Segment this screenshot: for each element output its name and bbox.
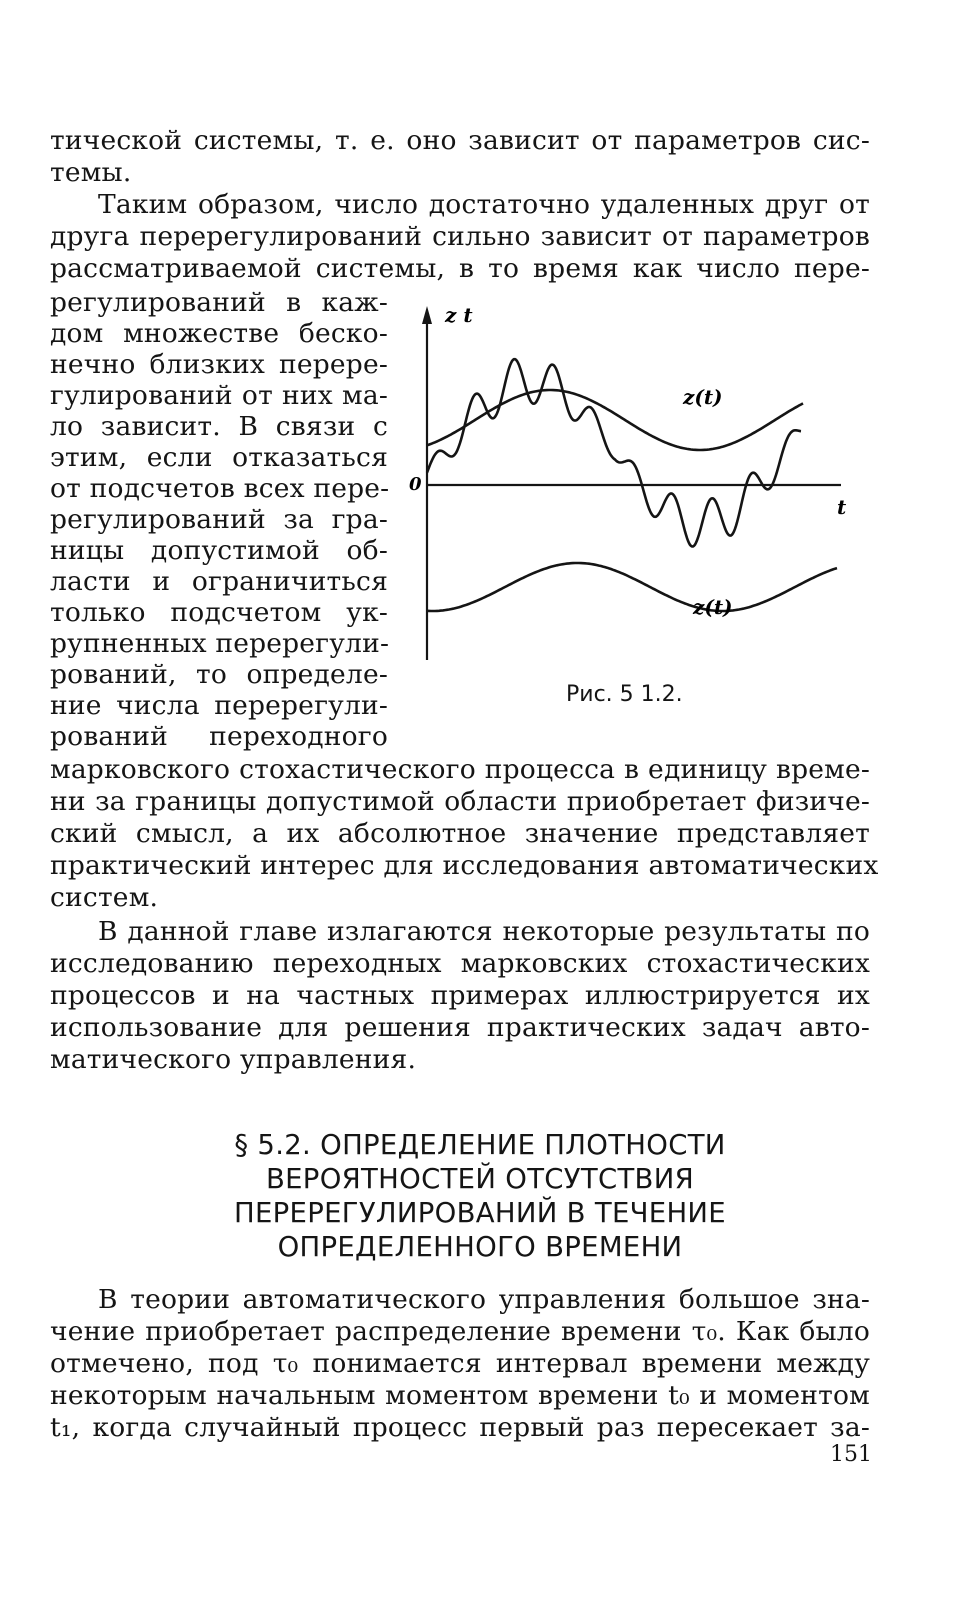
para3-line: матического управления. [50, 1044, 417, 1075]
para4-line: В теории автоматического управления большое зна- [98, 1284, 870, 1315]
wrap-line: регулирований за гра- [50, 504, 388, 535]
para4-line: отмечено, под τ₀ понимается интервал времени между [50, 1348, 870, 1379]
wrap-line: регулирований в каж- [50, 287, 388, 318]
figure-overshoot-plot [405, 292, 865, 672]
section-heading-line: § 5.2. ОПРЕДЕЛЕНИЕ ПЛОТНОСТИ [234, 1129, 726, 1161]
para3-line: исследованию переходных марковских стохастических [50, 948, 870, 979]
wrap-line: ласти и ограничиться [50, 566, 388, 597]
wrap-line: рупненных перерегули- [50, 628, 390, 659]
wrap-line: от подсчетов всех пере- [50, 473, 390, 504]
wrap-line: этим, если отказаться [50, 442, 388, 473]
para2-tail-line: практический интерес для исследования автоматических [50, 850, 879, 881]
upper-curve-label: z(t) [683, 385, 723, 409]
para3-line: В данной главе излагаются некоторые результаты по [98, 916, 870, 947]
wrap-line: рований, то определе- [50, 659, 388, 690]
para2-tail-line: марковского стохастического процесса в единицу време- [50, 754, 870, 785]
wrap-line: ницы допустимой об- [50, 535, 388, 566]
wrap-line: дом множестве беско- [50, 318, 388, 349]
para3-line: процессов и на частных примерах иллюстрируется их [50, 980, 870, 1011]
para2-line-2: друга перерегулирований сильно зависит от параметров [50, 221, 870, 252]
para4-line: некоторым начальным моментом времени t₀ и моментом [50, 1380, 870, 1411]
section-heading-line: ПЕРЕРЕГУЛИРОВАНИЙ В ТЕЧЕНИЕ [234, 1197, 726, 1229]
wrap-line: нечно близких перере- [50, 349, 388, 380]
origin-label: 0 [409, 474, 422, 495]
wrap-line: только подсчетом ук- [50, 597, 388, 628]
para2-tail-line: ский смысл, а их абсолютное значение представляет [50, 818, 870, 849]
noisy-process-curve [427, 359, 801, 546]
lower-curve-label: z(t) [693, 595, 733, 619]
x-axis-label: t [837, 495, 847, 519]
y-axis-label: z t [445, 303, 473, 327]
page-number: 151 [830, 1442, 872, 1467]
para2-line-1: Таким образом, число достаточно удаленных друг от [98, 189, 870, 220]
wrap-line: рований переходного [50, 721, 388, 752]
para2-tail-line: ни за границы допустимой области приобретает физиче- [50, 786, 870, 817]
section-heading-line: ВЕРОЯТНОСТЕЙ ОТСУТСТВИЯ [265, 1163, 695, 1195]
intro-line-1: тической системы, т. е. оно зависит от параметров сис- [50, 125, 870, 156]
intro-line-2: темы. [50, 157, 132, 188]
y-axis-arrow [422, 306, 432, 324]
wrap-line: гулирований от них ма- [50, 380, 388, 411]
para4-line: t₁, когда случайный процесс первый раз пересекает за- [50, 1412, 870, 1443]
para2-tail-line: систем. [50, 882, 159, 913]
lower-smooth-curve [427, 563, 837, 611]
wrap-line: ние числа перерегули- [50, 690, 388, 721]
para2-line-3: рассматриваемой системы, в то время как число пере- [50, 253, 870, 284]
section-heading-line: ОПРЕДЕЛЕННОГО ВРЕМЕНИ [277, 1231, 683, 1263]
wrap-line: ло зависит. В связи с [50, 411, 388, 442]
para4-line: чение приобретает распределение времени τ₀. Как было [50, 1316, 870, 1347]
upper-smooth-curve [427, 390, 803, 450]
figure-caption: Рис. 5 1.2. [566, 682, 683, 707]
para3-line: использование для решения практических задач авто- [50, 1012, 870, 1043]
